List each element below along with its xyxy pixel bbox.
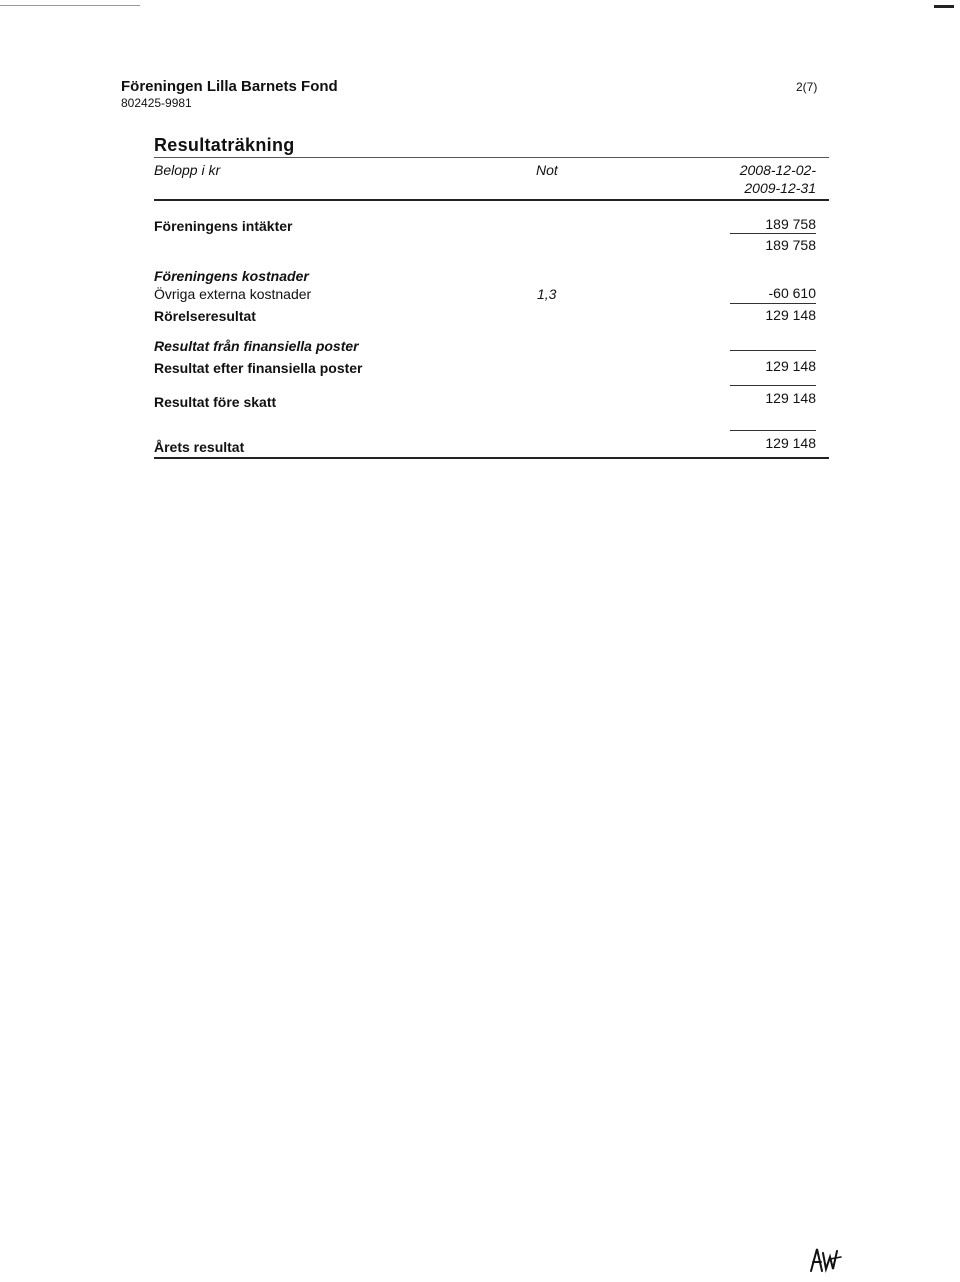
amount-unit-label: Belopp i kr bbox=[154, 162, 221, 178]
header-divider bbox=[154, 199, 829, 201]
before-tax-sum-rule bbox=[730, 385, 816, 386]
external-costs-label: Övriga externa kostnader bbox=[154, 286, 312, 302]
before-tax-label: Resultat före skatt bbox=[154, 394, 277, 410]
bottom-double-rule bbox=[154, 457, 829, 459]
before-tax-amount: 129 148 bbox=[765, 390, 816, 406]
note-column-header: Not bbox=[536, 162, 558, 178]
year-result-amount: 129 148 bbox=[765, 435, 816, 451]
after-financial-label: Resultat efter finansiella poster bbox=[154, 360, 363, 376]
organization-name: Föreningen Lilla Barnets Fond bbox=[121, 78, 338, 95]
scan-artifact-line bbox=[0, 5, 140, 6]
organization-number: 802425-9981 bbox=[121, 96, 192, 110]
external-costs-amount: -60 610 bbox=[768, 285, 816, 301]
external-costs-sum-rule bbox=[730, 303, 816, 304]
income-sum-rule bbox=[730, 233, 816, 234]
handwritten-signature bbox=[808, 1245, 844, 1275]
income-label: Föreningens intäkter bbox=[154, 218, 293, 234]
costs-heading: Föreningens kostnader bbox=[154, 268, 309, 284]
operating-result-amount: 129 148 bbox=[765, 307, 816, 323]
scan-artifact-mark bbox=[934, 5, 954, 8]
document-title: Resultaträkning bbox=[154, 135, 295, 155]
operating-result-label: Rörelseresultat bbox=[154, 308, 256, 324]
after-financial-amount: 129 148 bbox=[765, 358, 816, 374]
income-amount: 189 758 bbox=[765, 216, 816, 232]
financial-sum-rule bbox=[730, 350, 816, 351]
period-header-line2: 2009-12-31 bbox=[744, 180, 816, 196]
period-header-line1: 2008-12-02- bbox=[739, 162, 816, 178]
financial-heading: Resultat från finansiella poster bbox=[154, 338, 359, 354]
page-number: 2(7) bbox=[796, 80, 818, 94]
year-result-sum-rule bbox=[730, 430, 816, 431]
external-costs-note: 1,3 bbox=[537, 286, 557, 302]
year-result-label: Årets resultat bbox=[154, 439, 245, 455]
title-underline bbox=[154, 157, 829, 158]
income-subtotal: 189 758 bbox=[765, 237, 816, 253]
